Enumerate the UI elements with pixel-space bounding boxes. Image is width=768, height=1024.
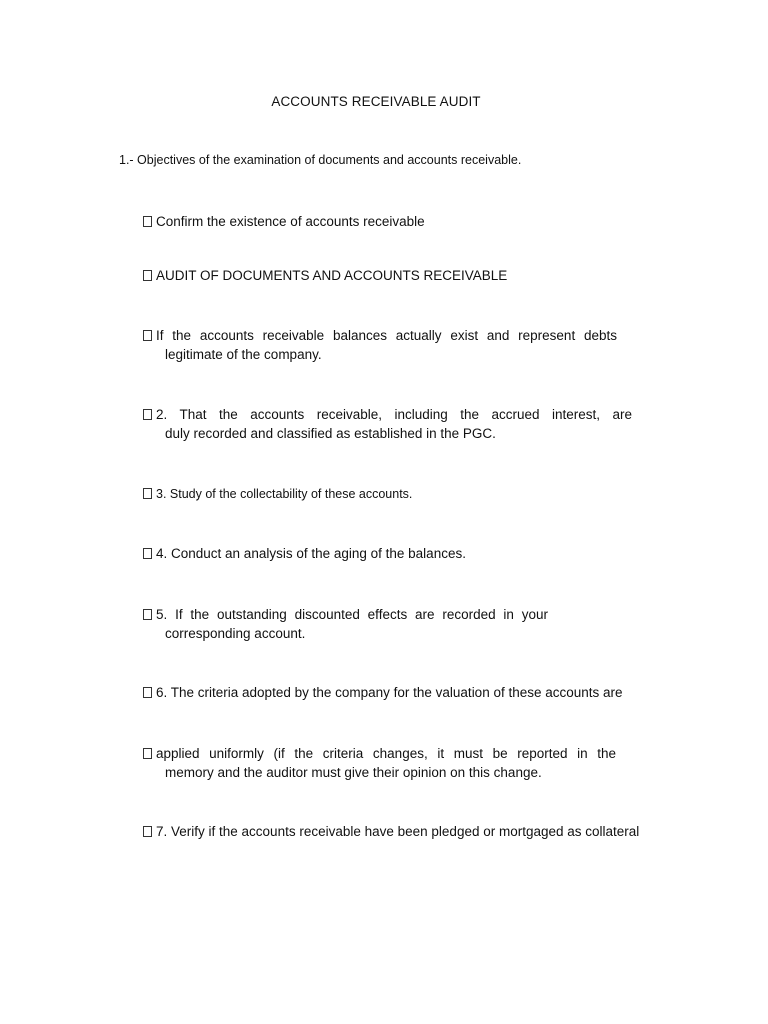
missing-glyph-icon	[143, 826, 152, 837]
list-item-text: AUDIT OF DOCUMENTS AND ACCOUNTS RECEIVABLE	[156, 268, 508, 283]
page-title: ACCOUNTS RECEIVABLE AUDIT	[271, 94, 481, 109]
list-item-text: Confirm the existence of accounts receivable	[156, 214, 425, 229]
list-item	[143, 327, 617, 364]
missing-glyph-icon	[143, 270, 152, 281]
list-item-text: 7. Verify if the accounts receivable have been pledged or mortgaged as collateral	[156, 824, 640, 839]
list-item-text: If the accounts receivable balances actually exist and represent debts	[156, 328, 617, 343]
missing-glyph-icon	[143, 748, 152, 759]
missing-glyph-icon	[143, 330, 152, 341]
list-item-text: 3. Study of the collectability of these accounts.	[156, 487, 413, 501]
list-item-text: 2. That the accounts receivable, including the accrued interest, are	[156, 407, 632, 422]
list-item-continuation: corresponding account.	[165, 625, 306, 641]
list-item	[143, 406, 632, 443]
missing-glyph-icon	[143, 548, 152, 559]
missing-glyph-icon	[143, 216, 152, 227]
section-heading: 1.- Objectives of the examination of documents and accounts receivable.	[119, 153, 522, 167]
list-item	[143, 745, 616, 782]
list-item-text: 5. If the outstanding discounted effects are recorded in your	[156, 607, 548, 622]
list-item-text: 4. Conduct an analysis of the aging of the balances.	[156, 546, 466, 561]
list-item	[143, 267, 507, 286]
list-item	[143, 684, 623, 703]
list-item-continuation: duly recorded and classified as established in the PGC.	[165, 425, 496, 441]
list-item	[143, 606, 548, 643]
missing-glyph-icon	[143, 409, 152, 420]
missing-glyph-icon	[143, 687, 152, 698]
list-item	[143, 213, 425, 232]
missing-glyph-icon	[143, 488, 152, 499]
list-item	[143, 545, 466, 564]
list-item-text: 6. The criteria adopted by the company for the valuation of these accounts are	[156, 685, 623, 700]
list-item-continuation: memory and the auditor must give their opinion on this change.	[165, 764, 542, 780]
list-item	[143, 823, 639, 842]
list-item-text: applied uniformly (if the criteria changes, it must be reported in the	[156, 746, 616, 761]
missing-glyph-icon	[143, 609, 152, 620]
list-item	[143, 485, 412, 504]
list-item-continuation: legitimate of the company.	[165, 346, 322, 362]
